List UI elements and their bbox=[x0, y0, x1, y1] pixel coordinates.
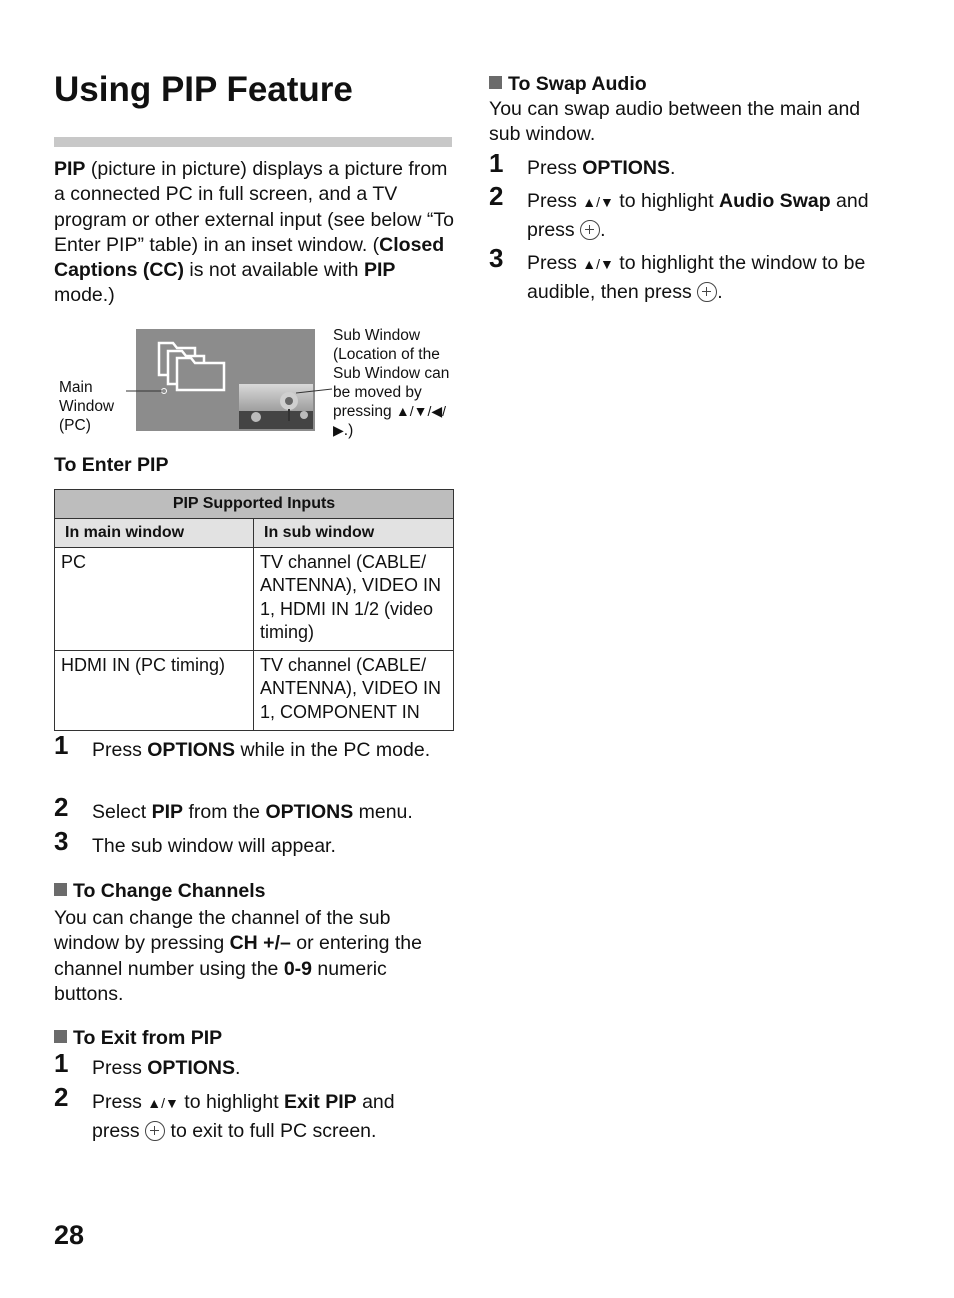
swap-step-2: 2 Press ▲/▼ to highlight Audio Swap and press . bbox=[489, 181, 869, 241]
enter-step-2: 2 Select PIP from the OPTIONS menu. bbox=[54, 792, 413, 823]
change-channels-paragraph: You can change the channel of the sub window by pressing CH +/– or entering the channel number using the 0-9 numeric buttons. bbox=[54, 907, 422, 1005]
change-channels-heading: To Change Channels bbox=[54, 880, 266, 903]
enter-step-3: 3 The sub window will appear. bbox=[54, 826, 336, 857]
section-bullet bbox=[54, 1030, 67, 1043]
table-header-main: In main window bbox=[55, 519, 254, 548]
enter-step-1: 1 Press OPTIONS while in the PC mode. bbox=[54, 730, 431, 761]
table-title: PIP Supported Inputs bbox=[55, 490, 454, 519]
up-down-arrow-icon: ▲/▼ bbox=[582, 256, 614, 272]
exit-step-2: 2 Press ▲/▼ to highlight Exit PIP and press to exit to full PC screen. bbox=[54, 1082, 395, 1142]
table-cell: PC bbox=[55, 548, 254, 651]
swap-step-3: 3 Press ▲/▼ to highlight the window to be audible, then press . bbox=[489, 243, 866, 303]
table-row bbox=[55, 651, 454, 731]
table-cell: TV channel (CABLE/ ANTENNA), VIDEO IN 1, HDMI IN 1/2 (video timing) bbox=[254, 548, 454, 651]
swap-audio-heading: To Swap Audio bbox=[489, 73, 647, 96]
table-header-sub: In sub window bbox=[254, 519, 454, 548]
page-title: Using PIP Feature bbox=[54, 70, 353, 109]
swap-audio-intro: You can swap audio between the main and sub window. bbox=[489, 98, 861, 146]
exit-step-1: 1 Press OPTIONS. bbox=[54, 1048, 241, 1079]
sub-window-leader-line bbox=[296, 385, 336, 397]
pip-illustration bbox=[136, 329, 315, 431]
sub-window-caption: Sub Window (Location of the Sub Window can be moved by pressing ▲/▼/◀/▶.) bbox=[333, 327, 450, 439]
table-row bbox=[55, 548, 454, 651]
page-number: 28 bbox=[54, 1220, 85, 1250]
section-bullet bbox=[489, 76, 502, 89]
table-cell: TV channel (CABLE/ ANTENNA), VIDEO IN 1, COMPONENT IN bbox=[254, 651, 454, 731]
enter-button-icon bbox=[580, 220, 600, 240]
pip-inputs-table bbox=[54, 489, 454, 731]
intro-paragraph: PIP (picture in picture) displays a picture from a connected PC in full screen, and a TV program or other external input (see below “To Enter PIP” table) in an inset window. (Closed Captions (CC) is not available with PIP mode.) bbox=[54, 158, 454, 307]
enter-button-icon bbox=[145, 1121, 165, 1141]
swap-step-1: 1 Press OPTIONS. bbox=[489, 148, 676, 179]
to-enter-pip-heading: To Enter PIP bbox=[54, 454, 169, 476]
up-down-arrow-icon: ▲/▼ bbox=[147, 1095, 179, 1111]
up-down-arrow-icon: ▲/▼ bbox=[582, 194, 614, 210]
enter-button-icon bbox=[697, 282, 717, 302]
section-bullet bbox=[54, 883, 67, 896]
main-window-caption: Main Window (PC) bbox=[59, 379, 115, 434]
title-divider bbox=[54, 137, 452, 147]
main-window-leader-line bbox=[126, 385, 166, 395]
table-cell: HDMI IN (PC timing) bbox=[55, 651, 254, 731]
exit-pip-heading: To Exit from PIP bbox=[54, 1027, 222, 1050]
